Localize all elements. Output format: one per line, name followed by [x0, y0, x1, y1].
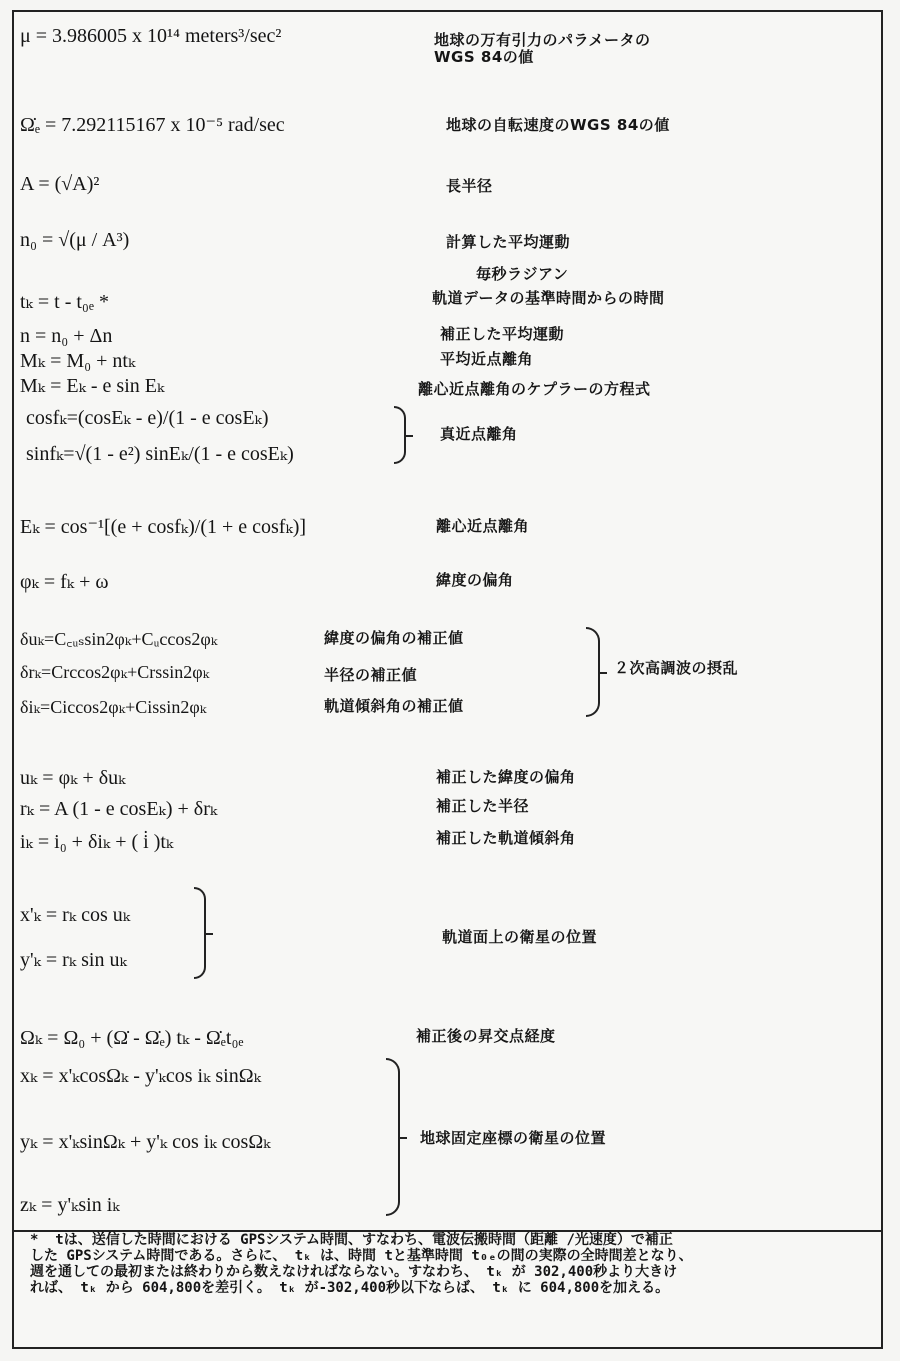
desc-corrected-inclination: 補正した軌道傾斜角 [436, 829, 576, 847]
desc-du-correction: 緯度の偏角の補正値 [324, 629, 464, 647]
desc-kepler-equation: 離心近点離角のケプラーの方程式 [418, 380, 651, 398]
desc-eccentric-anomaly: 離心近点離角 [436, 517, 530, 535]
desc-orbital-plane-position: 軌道面上の衛星の位置 [442, 928, 598, 946]
eq-true-anomaly-cos: cosfₖ=(cosEₖ - e)/(1 - e cosEₖ) [26, 407, 269, 429]
desc-earth-rotation-rate: 地球の自転速度のWGS 84の値 [446, 116, 670, 134]
harmonic-perturbation-brace [586, 627, 600, 717]
eq-du-correction: δuₖ=C꜀ᵤₛsin2φₖ+Cᵤccos2φₖ [20, 629, 218, 649]
desc-true-anomaly: 真近点離角 [440, 425, 518, 443]
eq-earth-fixed-x: xₖ = x'ₖcosΩₖ - y'ₖcos iₖ sinΩₖ [20, 1065, 261, 1087]
eq-kepler-equation: Mₖ = Eₖ - e sin Eₖ [20, 375, 165, 397]
desc-argument-of-latitude: 緯度の偏角 [436, 571, 514, 589]
earth-fixed-brace [386, 1058, 400, 1216]
eq-corrected-inclination: iₖ = i₀ + δiₖ + ( i̇ )tₖ [20, 831, 174, 853]
desc-corrected-radius: 補正した半径 [436, 797, 530, 815]
true-anomaly-brace [394, 406, 406, 464]
eq-corrected-argument-of-latitude: uₖ = φₖ + δuₖ [20, 767, 126, 789]
desc-dr-correction: 半径の補正値 [324, 666, 418, 684]
eq-argument-of-latitude: φₖ = fₖ + ω [20, 571, 109, 593]
desc-harmonic-perturbation: ２次高調波の摂乱 [614, 659, 739, 677]
eq-eccentric-anomaly: Eₖ = cos⁻¹[(e + cosfₖ)/(1 + e cosfₖ)] [20, 516, 307, 538]
eq-gravitational-parameter: μ = 3.986005 x 10¹⁴ meters³/sec² [20, 25, 282, 47]
desc-gravitational-parameter: 地球の万有引力のパラメータの WGS 84の値 [434, 31, 651, 67]
desc-time-from-epoch: 軌道データの基準時間からの時間 [432, 289, 665, 307]
eq-corrected-radius: rₖ = A (1 - e cosEₖ) + δrₖ [20, 798, 218, 820]
orbital-plane-brace [194, 887, 206, 979]
eq-orbital-plane-x: x'ₖ = rₖ cos uₖ [20, 904, 131, 926]
eq-true-anomaly-sin: sinfₖ=√(1 - e²) sinEₖ/(1 - e cosEₖ) [26, 443, 294, 465]
eq-corrected-mean-motion: n = n₀ + Δn [20, 325, 113, 347]
eq-corrected-ascending-node: Ωₖ = Ω₀ + (Ω̇ - Ω̇ₑ) tₖ - Ω̇ₑt₀ₑ [20, 1027, 244, 1049]
document-page [12, 10, 883, 1349]
desc-semi-major-axis: 長半径 [446, 177, 493, 195]
desc-earth-fixed-position: 地球固定座標の衛星の位置 [420, 1129, 607, 1147]
desc-radians-per-second: 毎秒ラジアン [476, 265, 569, 283]
eq-di-correction: δiₖ=Ciccos2φₖ+Cissin2φₖ [20, 697, 207, 717]
eq-earth-fixed-z: zₖ = y'ₖsin iₖ [20, 1194, 120, 1216]
desc-corrected-mean-motion: 補正した平均運動 [440, 325, 565, 343]
eq-dr-correction: δrₖ=Crccos2φₖ+Crssin2φₖ [20, 662, 210, 682]
eq-mean-motion: n₀ = √(μ / A³) [20, 229, 130, 251]
desc-di-correction: 軌道傾斜角の補正値 [324, 697, 464, 715]
desc-mean-motion: 計算した平均運動 [446, 233, 571, 251]
eq-earth-fixed-y: yₖ = x'ₖsinΩₖ + y'ₖ cos iₖ cosΩₖ [20, 1131, 271, 1153]
desc-mean-anomaly: 平均近点離角 [440, 350, 534, 368]
desc-corrected-ascending-node: 補正後の昇交点経度 [416, 1027, 556, 1045]
desc-corrected-argument-of-latitude: 補正した緯度の偏角 [436, 768, 576, 786]
footnote: * tは、送信した時間における GPSシステム時間、すなわち、電波伝搬時間（距離 /光速度）で補正 した GPSシステム時間である。さらに、 tₖ は、時間 tと基準時間 t₀ₑの間の実際の全時間差となり、 週を通しての最初または終わりから数えなければならない。すなわち、 tₖ が 302,400秒より大きけ れば、 tₖ から 604,800を差引く。 tₖ が-302,400秒以下ならば、 tₖ に 604,800を加える。 [30, 1232, 693, 1296]
eq-mean-anomaly: Mₖ = M₀ + ntₖ [20, 350, 136, 372]
eq-orbital-plane-y: y'ₖ = rₖ sin uₖ [20, 949, 127, 971]
eq-time-from-epoch: tₖ = t - t₀ₑ * [20, 291, 110, 313]
eq-earth-rotation-rate: Ω̇ₑ = 7.292115167 x 10⁻⁵ rad/sec [20, 114, 285, 136]
eq-semi-major-axis: A = (√A)² [20, 173, 100, 195]
